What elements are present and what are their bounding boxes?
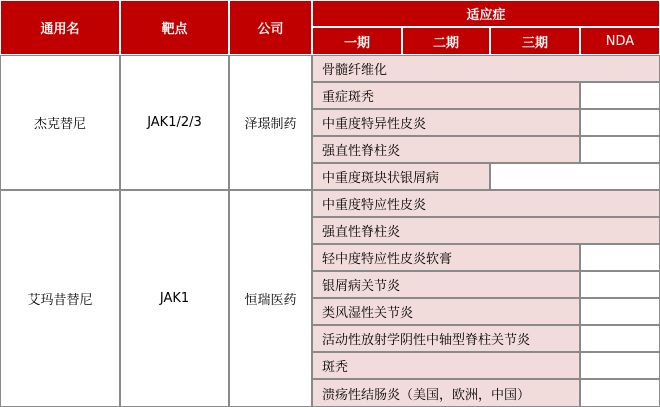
nda-empty-cell <box>580 325 660 352</box>
header-phase-2: 二期 <box>402 27 490 55</box>
drug-2-indication-bar: 银屑病关节炎 <box>312 271 580 298</box>
drug-2-indication-bar: 中重度特应性皮炎 <box>312 190 660 217</box>
header-phase-3: 三期 <box>490 27 580 55</box>
drug-1-indication-bar: 重症斑秃 <box>312 82 580 109</box>
nda-empty-cell <box>580 244 660 271</box>
drug-2-indication-bar: 斑秃 <box>312 352 580 379</box>
nda-empty-cell <box>580 109 660 136</box>
nda-empty-cell <box>580 379 660 407</box>
drug-1-target: JAK1/2/3 <box>120 55 229 190</box>
header-indication: 适应症 <box>312 0 660 27</box>
drug-1-indication-bar: 强直性脊柱炎 <box>312 136 580 163</box>
nda-empty-cell <box>580 82 660 109</box>
drug-2-indication-bar: 活动性放射学阴性中轴型脊柱关节炎 <box>312 325 580 352</box>
header-phase-1: 一期 <box>312 27 402 55</box>
drug-2-target: JAK1 <box>120 190 229 407</box>
phase-empty-cell <box>490 163 660 190</box>
drug-2-indication-bar: 类风湿性关节炎 <box>312 298 580 325</box>
drug-1-name: 杰克替尼 <box>0 55 120 190</box>
nda-empty-cell <box>580 136 660 163</box>
drug-2-company: 恒瑞医药 <box>229 190 312 407</box>
nda-empty-cell <box>580 271 660 298</box>
header-phase-nda: NDA <box>580 27 660 55</box>
nda-empty-cell <box>580 298 660 325</box>
drug-2-name: 艾玛昔替尼 <box>0 190 120 407</box>
drug-2-indication-bar: 溃疡性结肠炎（美国，欧洲，中国） <box>312 379 580 407</box>
drug-1-company: 泽璟制药 <box>229 55 312 190</box>
drug-2-indication-bar: 轻中度特应性皮炎软膏 <box>312 244 580 271</box>
header-company: 公司 <box>229 0 312 55</box>
drug-2-indication-bar: 强直性脊柱炎 <box>312 217 660 244</box>
nda-empty-cell <box>580 352 660 379</box>
header-target: 靶点 <box>120 0 229 55</box>
drug-1-indication-bar: 中重度斑块状银屑病 <box>312 163 490 190</box>
drug-1-indication-bar: 中重度特异性皮炎 <box>312 109 580 136</box>
drug-1-indication-bar: 骨髓纤维化 <box>312 55 660 82</box>
header-generic-name: 通用名 <box>0 0 120 55</box>
